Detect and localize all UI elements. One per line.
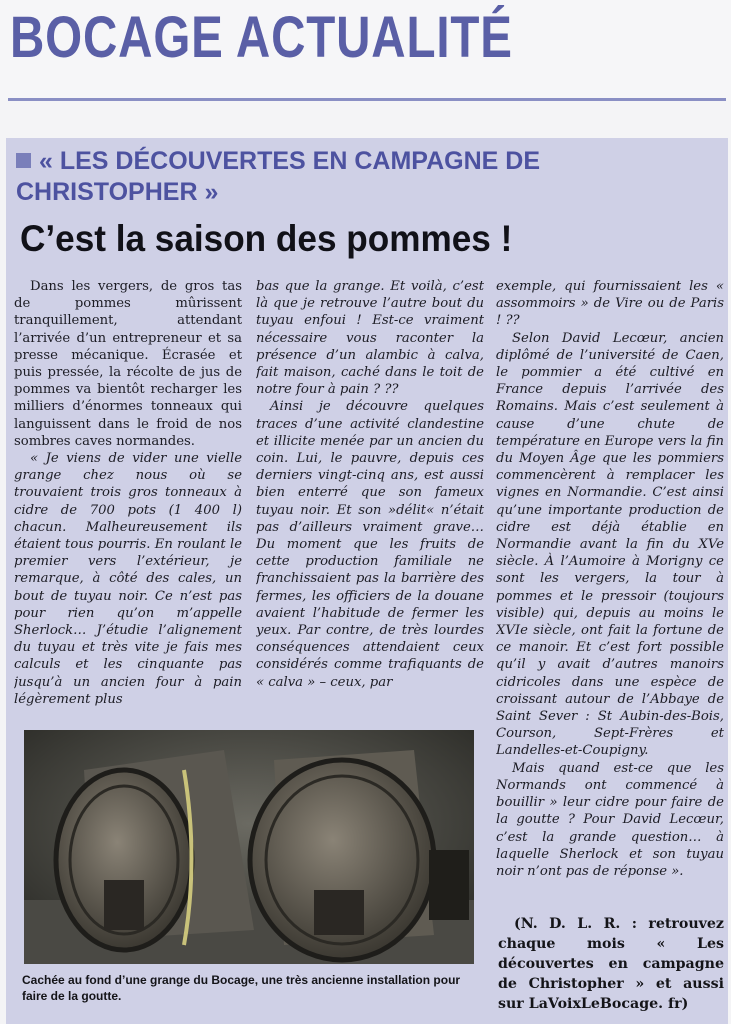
column-3 [496, 278, 724, 906]
photo-caption: Cachée au fond d’une grange du Bocage, une très ancienne installation pour faire de la goutte. [22, 973, 461, 1003]
paragraph-quote: « Je viens de vider une vielle grange chez nous où se trouvaient trois gros tonneaux à cidre de 700 pots (1 400 l) chacun. Malheureusement ils étaient tous pourris. En roulant le premier vers l’extérieur, je remarque, à côté des cales, un bout de tuyau noir. Ce n’est pas pour rien qu’on m’appelle Sherlock… J’étudie l’alignement du tuyau et très vite je fais mes calculs et les cinquante pas jusqu’à un ancien four à pain légèrement plus [14, 451, 242, 707]
paragraph: exemple, qui fournissaient les « assommoirs » de Vire ou de Paris ! ?? [496, 279, 724, 329]
editor-note: (N. D. L. R. : retrouvez chaque mois « Les découvertes en campagne de Christopher » et aussi sur LaVoixLeBocage. fr) [498, 916, 724, 1012]
column-2 [256, 278, 484, 720]
barrels-illustration [24, 730, 474, 964]
masthead [0, 0, 731, 100]
kicker-text: « LES DÉCOUVERTES EN CAMPAGNE DE CHRISTOPHER » [16, 147, 541, 206]
kicker-square-icon [16, 153, 31, 168]
barrels-photo [24, 730, 474, 964]
paragraph: Dans les vergers, de gros tas de pommes mûrissent tranquillement, attendant l’arrivée d’un entrepreneur et sa presse mécanique. Écrasée et puis pressée, la récolte de jus de pommes va bientôt recharger les milliers d’énormes tonneaux qui languissent dans le froid de nos sombres caves normandes. [14, 279, 242, 449]
bottles [429, 850, 469, 920]
masthead-rule [8, 98, 726, 101]
paragraph: Selon David Lecœur, ancien diplômé de l’université de Caen, le pommier a été cultivé en France depuis l’arrivée des Romains. Mais c’est seulement à cause d’une chute de température en Europe vers la fin du Moyen Âge que les pommiers commencèrent à remplacer les vignes en Normandie. C’est ainsi qu’une importante production de cidre est déjà établie en Normandie avant la fin du XVe siècle. À l’Aumoire à Morigny ce sont les vergers, la tour à pommes et le pressoir (toujours visible) qui, depuis au moins le XVIe siècle, ont fait la fortune de ce manoir. Et c’est fort possible qu’il y avait d’autres manoirs cidricoles dans une espèce de croissant autour de l’Abbaye de Saint Sever : St Aubin-des-Bois, Courson, Sept-Frères et Landelles-et-Coupigny. [496, 330, 724, 759]
masthead-title: BOCAGE ACTUALITÉ [10, 5, 513, 70]
paragraph: bas que la grange. Et voilà, c’est là que je retrouve l’autre bout du tuyau enfoui ! Est-ce vraiment nécessaire vous raconter la présence d’un alambic à calva, fait maison, caché dans le toit de notre four à pain ? ?? [256, 279, 484, 398]
article [6, 138, 728, 1024]
paragraph: Mais quand est-ce que les Normands ont commencé à bouillir » leur cidre pour faire de la goutte ? Pour David Lecœur, c’est la grande question… à laquelle Sherlock et son tuyau noir n’ont pas de réponse ». [496, 760, 724, 879]
article-kicker [16, 146, 636, 208]
column-1 [14, 278, 242, 720]
article-headline: C’est la saison des pommes ! [20, 218, 513, 259]
paragraph: Ainsi je découvre quelques traces d’une activité clandestine et illicite menée par un ancien du coin. Lui, le pauvre, depuis ces derniers vingt-cinq ans, est aussi bien enterré que son fameux tuyau noir. Et son »délit« n’était pas d’ailleurs vraiment grave… Du moment que les fruits de cette production familiale ne franchissaient pas la barrière des fermes, les officiers de la douane avaient l’habitude de fermer les yeux. Par contre, de très lourdes conséquences attendaient ceux considérés comme trafiquants de « calva » – ceux, par [256, 399, 484, 690]
